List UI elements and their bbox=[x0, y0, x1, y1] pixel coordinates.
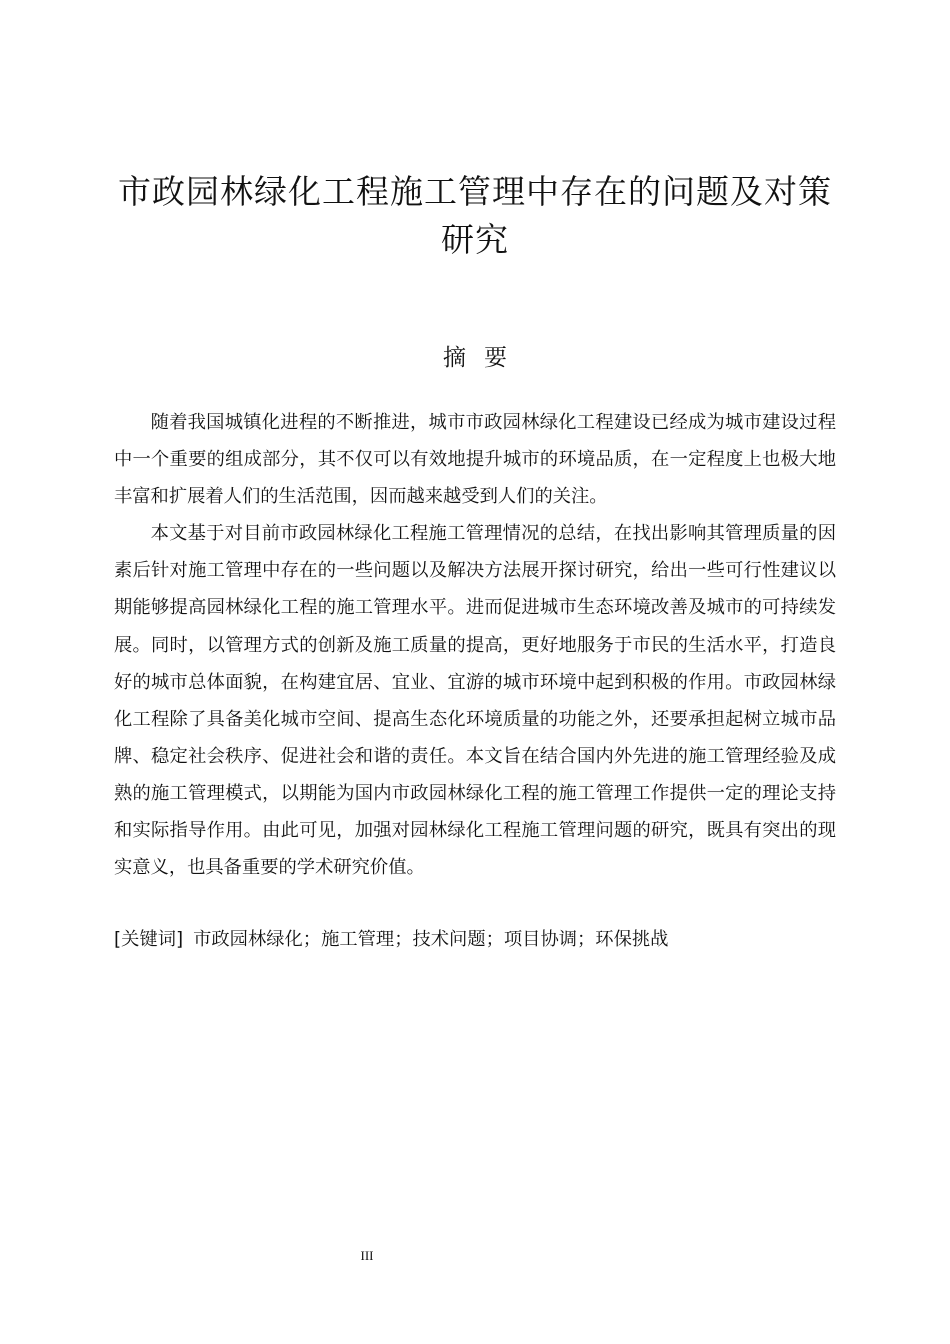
paper-title: 市政园林绿化工程施工管理中存在的问题及对策研究 bbox=[118, 172, 832, 259]
keywords-list: 市政园林绿化；施工管理；技术问题；项目协调；环保挑战 bbox=[193, 929, 669, 950]
abstract-body bbox=[114, 404, 836, 886]
abstract-paragraph-2: 本文基于对目前市政园林绿化工程施工管理情况的总结，在找出影响其管理质量的因素后针对施工管理中存在的一些问题以及解决方法展开探讨研究，给出一些可行性建议以期能够提高园林绿化工程的施工管理水平。进而促进城市生态环境改善及城市的可持续发展。同时，以管理方式的创新及施工质量的提高，更好地服务于市民的生活水平，打造良好的城市总体面貌，在构建宜居、宜业、宜游的城市环境中起到积极的作用。市政园林绿化工程除了具备美化城市空间、提高生态化环境质量的功能之外，还要承担起树立城市品牌、稳定社会秩序、促进社会和谐的责任。本文旨在结合国内外先进的施工管理经验及成熟的施工管理模式，以期能为国内市政园林绿化工程的施工管理工作提供一定的理论支持和实际指导作用。由此可见，加强对园林绿化工程施工管理问题的研究，既具有突出的现实意义，也具备重要的学术研究价值。 bbox=[114, 523, 836, 879]
abstract-heading: 摘要 bbox=[443, 345, 525, 371]
abstract-paragraph-1: 随着我国城镇化进程的不断推进，城市市政园林绿化工程建设已经成为城市建设过程中一个重要的组成部分，其不仅可以有效地提升城市的环境品质，在一定程度上也极大地丰富和扩展着人们的生活范围，因而越来越受到人们的关注。 bbox=[114, 412, 836, 508]
page-number: III bbox=[360, 1248, 374, 1263]
keywords-line bbox=[114, 925, 836, 955]
keywords-label: [关键词] bbox=[114, 929, 184, 950]
